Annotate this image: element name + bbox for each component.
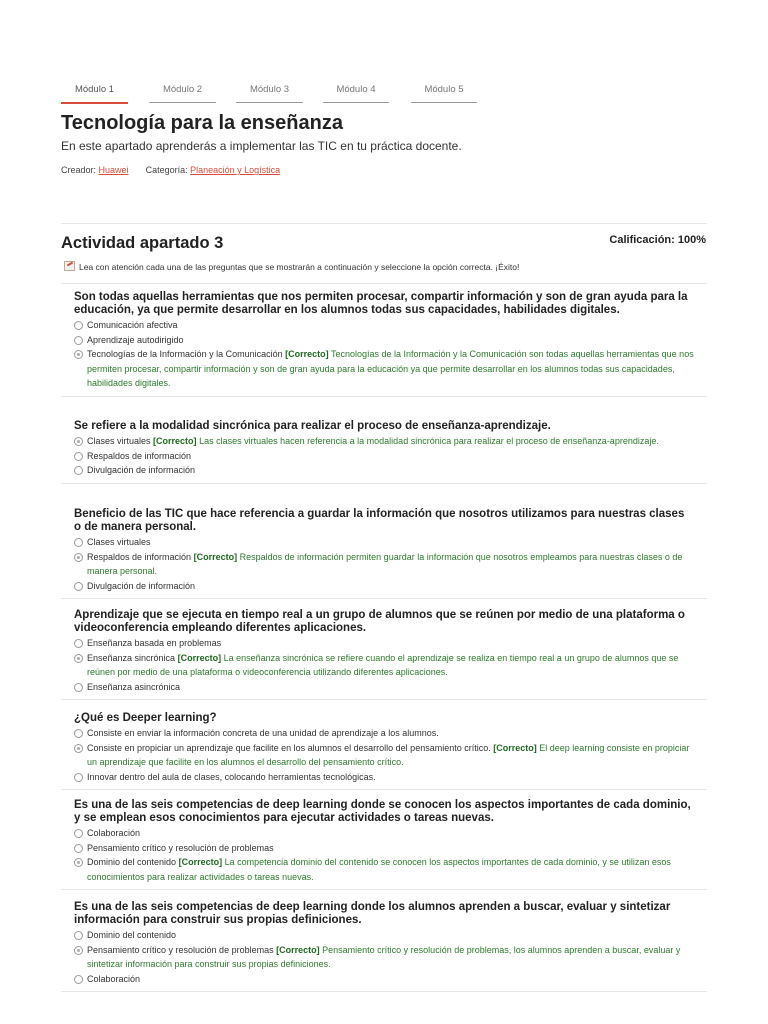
answer-option[interactable] (61, 636, 699, 651)
answer-option[interactable] (61, 726, 699, 741)
option-label: Comunicación afectiva (87, 320, 178, 330)
question-block (61, 712, 707, 784)
answer-option[interactable] (61, 347, 699, 391)
radio-icon[interactable] (74, 336, 83, 345)
tab-modulo-3[interactable]: Módulo 3 (236, 84, 303, 103)
question-block (61, 291, 707, 391)
radio-selected-icon[interactable] (74, 553, 83, 562)
question-divider (61, 789, 707, 790)
category-link[interactable]: Planeación y Logística (190, 165, 281, 175)
question-divider (61, 396, 707, 397)
radio-icon[interactable] (74, 538, 83, 547)
answer-feedback: Las clases virtuales hacen referencia a la modalidad sincrónica para realizar el proceso de enseñanza-aprendizaje. (199, 436, 659, 446)
radio-icon[interactable] (74, 466, 83, 475)
radio-selected-icon[interactable] (74, 654, 83, 663)
radio-icon[interactable] (74, 844, 83, 853)
radio-icon[interactable] (74, 931, 83, 940)
answer-option[interactable] (61, 318, 699, 333)
creator-link[interactable]: Huawei (98, 165, 129, 175)
answer-option[interactable] (61, 463, 699, 478)
option-label: Enseñanza asincrónica (87, 681, 181, 692)
category-label: Categoría: (145, 165, 188, 175)
answer-feedback: Pensamiento crítico y resolución de problemas, los alumnos aprenden a buscar, evaluar y sintetizar información para construir sus propias definiciones. (87, 944, 681, 969)
question-divider (61, 598, 707, 599)
tab-modulo-5[interactable]: Módulo 5 (411, 84, 477, 103)
option-label: Respaldos de información (87, 551, 192, 562)
instructions (64, 261, 519, 273)
question-divider (61, 699, 707, 700)
radio-icon[interactable] (74, 321, 83, 330)
answer-feedback: Tecnologías de la Información y la Comunicación son todas aquellas herramientas que nos permiten procesar, compartir información y son de gran ayuda para la educación ya que permite desarrollar en los alumnos todas sus capacidades, habilidades digitales. (87, 349, 694, 388)
radio-icon[interactable] (74, 773, 83, 782)
option-label: Divulgación de información (87, 465, 196, 475)
option-label: Enseñanza basada en problemas (87, 638, 222, 648)
option-label: Dominio del contenido (87, 857, 177, 867)
radio-selected-icon[interactable] (74, 858, 83, 867)
option-label: Pensamiento crítico y resolución de problemas (87, 842, 274, 853)
option-label: Tecnologías de la Información y la Comunicación (87, 349, 283, 359)
option-label: Clases virtuales (87, 436, 151, 446)
question-text: Es una de las seis competencias de deep learning donde los alumnos aprenden a buscar, evaluar y sintetizar información para construir sus propias definiciones. (74, 901, 671, 926)
answer-feedback: El deep learning consiste en propiciar un aprendizaje que facilite en los alumnos el desarrollo del pensamiento crítico. (87, 742, 690, 767)
radio-icon[interactable] (74, 683, 83, 692)
question-text: Se refiere a la modalidad sincrónica para realizar el proceso de enseñanza-aprendizaje. (74, 420, 551, 432)
option-label: Consiste en enviar la información concreta de una unidad de aprendizaje a los alumnos. (87, 728, 439, 738)
correct-badge: [Correcto] (493, 742, 537, 753)
question-text: ¿Qué es Deeper learning? (74, 712, 217, 724)
question-text: Beneficio de las TIC que hace referencia a guardar la información que nosotros utilizamos para nuestras clases o de manera personal. (74, 508, 685, 533)
question-divider (61, 889, 707, 890)
radio-icon[interactable] (74, 582, 83, 591)
option-label: Respaldos de información (87, 450, 192, 461)
tab-modulo-1[interactable]: Módulo 1 (61, 84, 128, 104)
grade-label: Calificación: 100% (609, 234, 706, 246)
radio-icon[interactable] (74, 639, 83, 648)
answer-option[interactable] (61, 680, 699, 695)
question-divider (61, 483, 707, 484)
correct-badge: [Correcto] (276, 944, 320, 955)
question-block (61, 799, 707, 884)
option-label: Consiste en propiciar un aprendizaje que facilite en los alumnos el desarrollo del pensamiento crítico. (87, 742, 491, 753)
option-label: Divulgación de información (87, 580, 196, 591)
radio-icon[interactable] (74, 975, 83, 984)
answer-option[interactable] (61, 741, 699, 770)
section-divider (61, 223, 707, 224)
answer-option[interactable] (61, 972, 699, 987)
answer-option[interactable] (61, 579, 699, 594)
question-block (61, 609, 707, 694)
option-label: Clases virtuales (87, 537, 151, 547)
correct-badge: [Correcto] (177, 652, 222, 663)
option-label: Colaboración (87, 973, 141, 984)
radio-selected-icon[interactable] (74, 437, 83, 446)
radio-selected-icon[interactable] (74, 946, 83, 955)
question-divider (61, 991, 707, 992)
page-title: Tecnología para la enseñanza (61, 112, 343, 134)
course-meta (61, 165, 280, 175)
answer-option[interactable] (61, 943, 699, 972)
question-block (61, 420, 707, 478)
radio-icon[interactable] (74, 452, 83, 461)
answer-option[interactable] (61, 770, 699, 785)
instructions-divider (61, 283, 707, 284)
question-text: Aprendizaje que se ejecuta en tiempo real a un grupo de alumnos que se reúnen por medio de una plataforma o videoconferencia empleando diferentes aplicaciones. (74, 609, 685, 634)
option-label: Enseñanza sincrónica (87, 652, 176, 663)
radio-icon[interactable] (74, 729, 83, 738)
option-label: Innovar dentro del aula de clases, colocando herramientas tecnológicas. (87, 771, 376, 782)
answer-option[interactable] (61, 826, 699, 841)
page-subtitle: En este apartado aprenderás a implementar las TIC en tu práctica docente. (61, 139, 462, 153)
instructions-text: Lea con atención cada una de las preguntas que se mostrarán a continuación y seleccione la opción correcta. ¡Éxito! (79, 262, 520, 272)
answer-option[interactable] (61, 535, 699, 550)
correct-badge: [Correcto] (153, 436, 197, 446)
option-label: Dominio del contenido (87, 930, 177, 940)
correct-badge: [Correcto] (178, 857, 223, 867)
answer-feedback: Respaldos de información permiten guardar la información que nosotros empleamos para nuestras clases o de manera personal. (87, 551, 683, 576)
question-text: Es una de las seis competencias de deep learning donde se conocen los aspectos importantes de cada dominio, y se emplean esos conocimientos para ejecutar actividades o tareas nuevas. (74, 799, 691, 824)
answer-feedback: La competencia dominio del contenido se conocen los aspectos importantes de cada dominio, y se utilizan esos conocimientos para realizar actividades o tareas nuevas. (87, 857, 671, 882)
radio-selected-icon[interactable] (74, 744, 83, 753)
radio-icon[interactable] (74, 829, 83, 838)
answer-option[interactable] (61, 434, 699, 449)
answer-option[interactable] (61, 651, 699, 680)
option-label: Pensamiento crítico y resolución de problemas (87, 944, 274, 955)
answer-feedback: La enseñanza sincrónica se refiere cuando el aprendizaje se realiza en tiempo real a un grupo de alumnos que se reúnen por medio de una plataforma o videoconferencia utilizando diferentes aplicaciones. (87, 652, 679, 677)
creator-label: Creador: (61, 165, 97, 175)
answer-option[interactable] (61, 449, 699, 464)
correct-badge: [Correcto] (193, 551, 238, 562)
tab-modulo-2[interactable]: Módulo 2 (149, 84, 216, 103)
radio-selected-icon[interactable] (74, 350, 83, 359)
edit-note-icon (64, 261, 75, 271)
answer-option[interactable] (61, 333, 699, 348)
tab-modulo-4[interactable]: Módulo 4 (323, 84, 389, 103)
correct-badge: [Correcto] (285, 349, 329, 359)
option-label: Colaboración (87, 828, 141, 838)
option-label: Aprendizaje autodirigido (87, 334, 184, 345)
answer-option[interactable] (61, 841, 699, 856)
question-text: Son todas aquellas herramientas que nos permiten procesar, compartir información y son de gran ayuda para la educación, ya que permite desarrollar en los alumnos todas sus capacidades, habilidades digitales. (74, 291, 688, 316)
activity-title: Actividad apartado 3 (61, 234, 224, 252)
question-block (61, 901, 707, 986)
answer-option[interactable] (61, 550, 699, 579)
answer-option[interactable] (61, 855, 699, 884)
question-block (61, 508, 707, 593)
answer-option[interactable] (61, 928, 699, 943)
